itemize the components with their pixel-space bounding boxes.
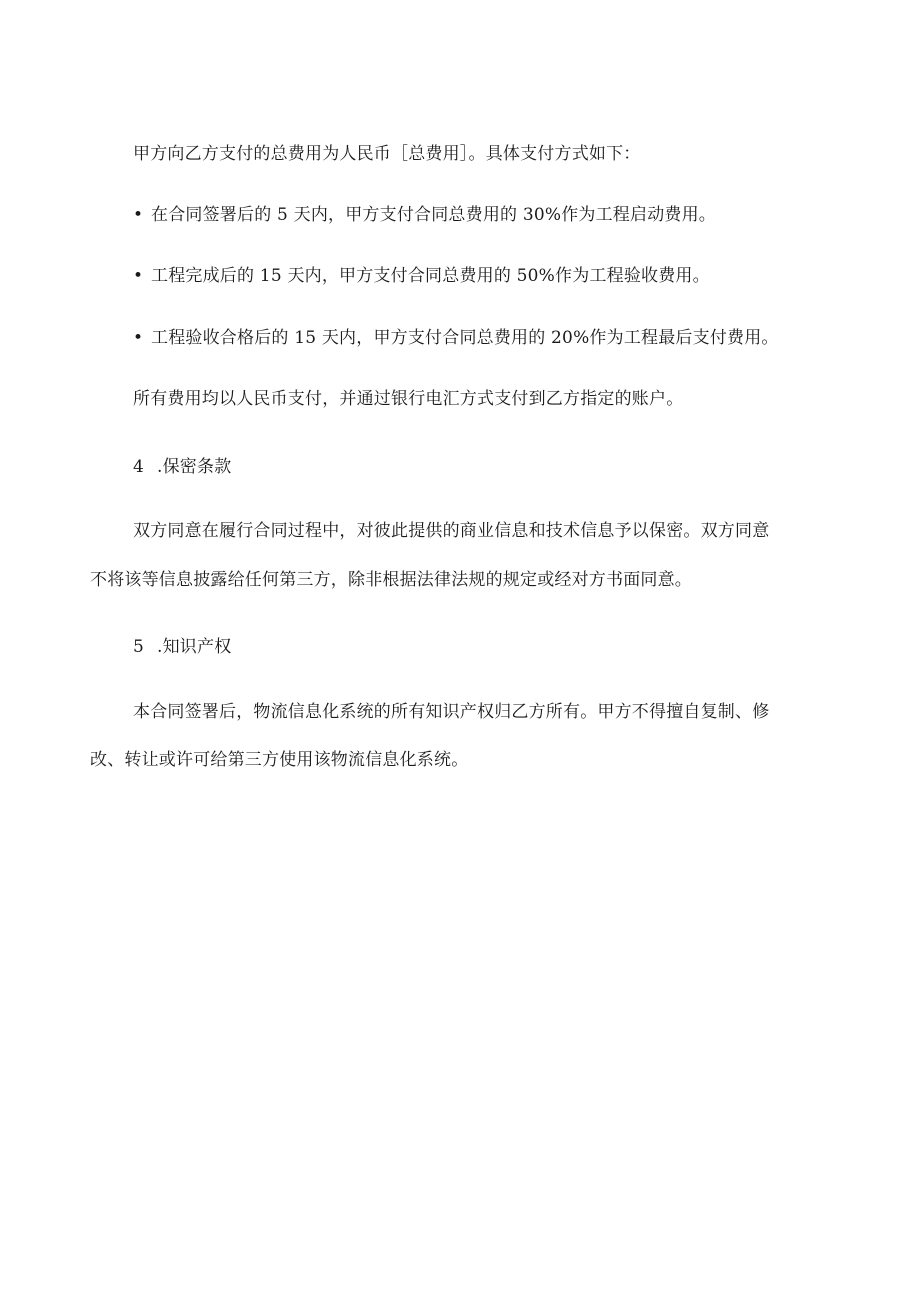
bullet-icon: •	[133, 328, 144, 348]
section-5-text-line: 本合同签署后，物流信息化系统的所有知识产权归乙方所有。甲方不得擅自复制、修	[133, 702, 770, 722]
payment-item-text: 在合同签署后的 5 天内，甲方支付合同总费用的 30%作为工程启动费用。	[151, 205, 717, 225]
bullet-icon: •	[133, 205, 144, 225]
section-4-text-line: 不将该等信息披露给任何第三方，除非根据法律法规的规定或经对方书面同意。	[90, 570, 692, 590]
section-5-heading	[133, 636, 231, 658]
section-5-text-line: 改、转让或许可给第三方使用该物流信息化系统。	[90, 750, 469, 770]
payment-intro: 甲方向乙方支付的总费用为人民币［总费用］。具体支付方式如下：	[133, 144, 641, 164]
payment-item	[133, 265, 710, 287]
section-4-number: 4	[133, 457, 145, 477]
payment-item-text: 工程完成后的 15 天内，甲方支付合同总费用的 50%作为工程验收费用。	[151, 266, 710, 286]
section-4-text-line: 双方同意在履行合同过程中，对彼此提供的商业信息和技术信息予以保密。双方同意	[133, 521, 770, 541]
bullet-icon: •	[133, 266, 144, 286]
payment-closing: 所有费用均以人民币支付，并通过银行电汇方式支付到乙方指定的账户。	[133, 389, 684, 409]
payment-item	[133, 204, 716, 226]
section-4-title: .保密条款	[157, 457, 232, 477]
payment-item-text: 工程验收合格后的 15 天内，甲方支付合同总费用的 20%作为工程最后支付费用。	[151, 328, 779, 348]
section-5-number: 5	[133, 637, 145, 657]
section-5-title: .知识产权	[157, 637, 232, 657]
section-4-heading	[133, 456, 231, 478]
payment-item	[133, 327, 779, 349]
